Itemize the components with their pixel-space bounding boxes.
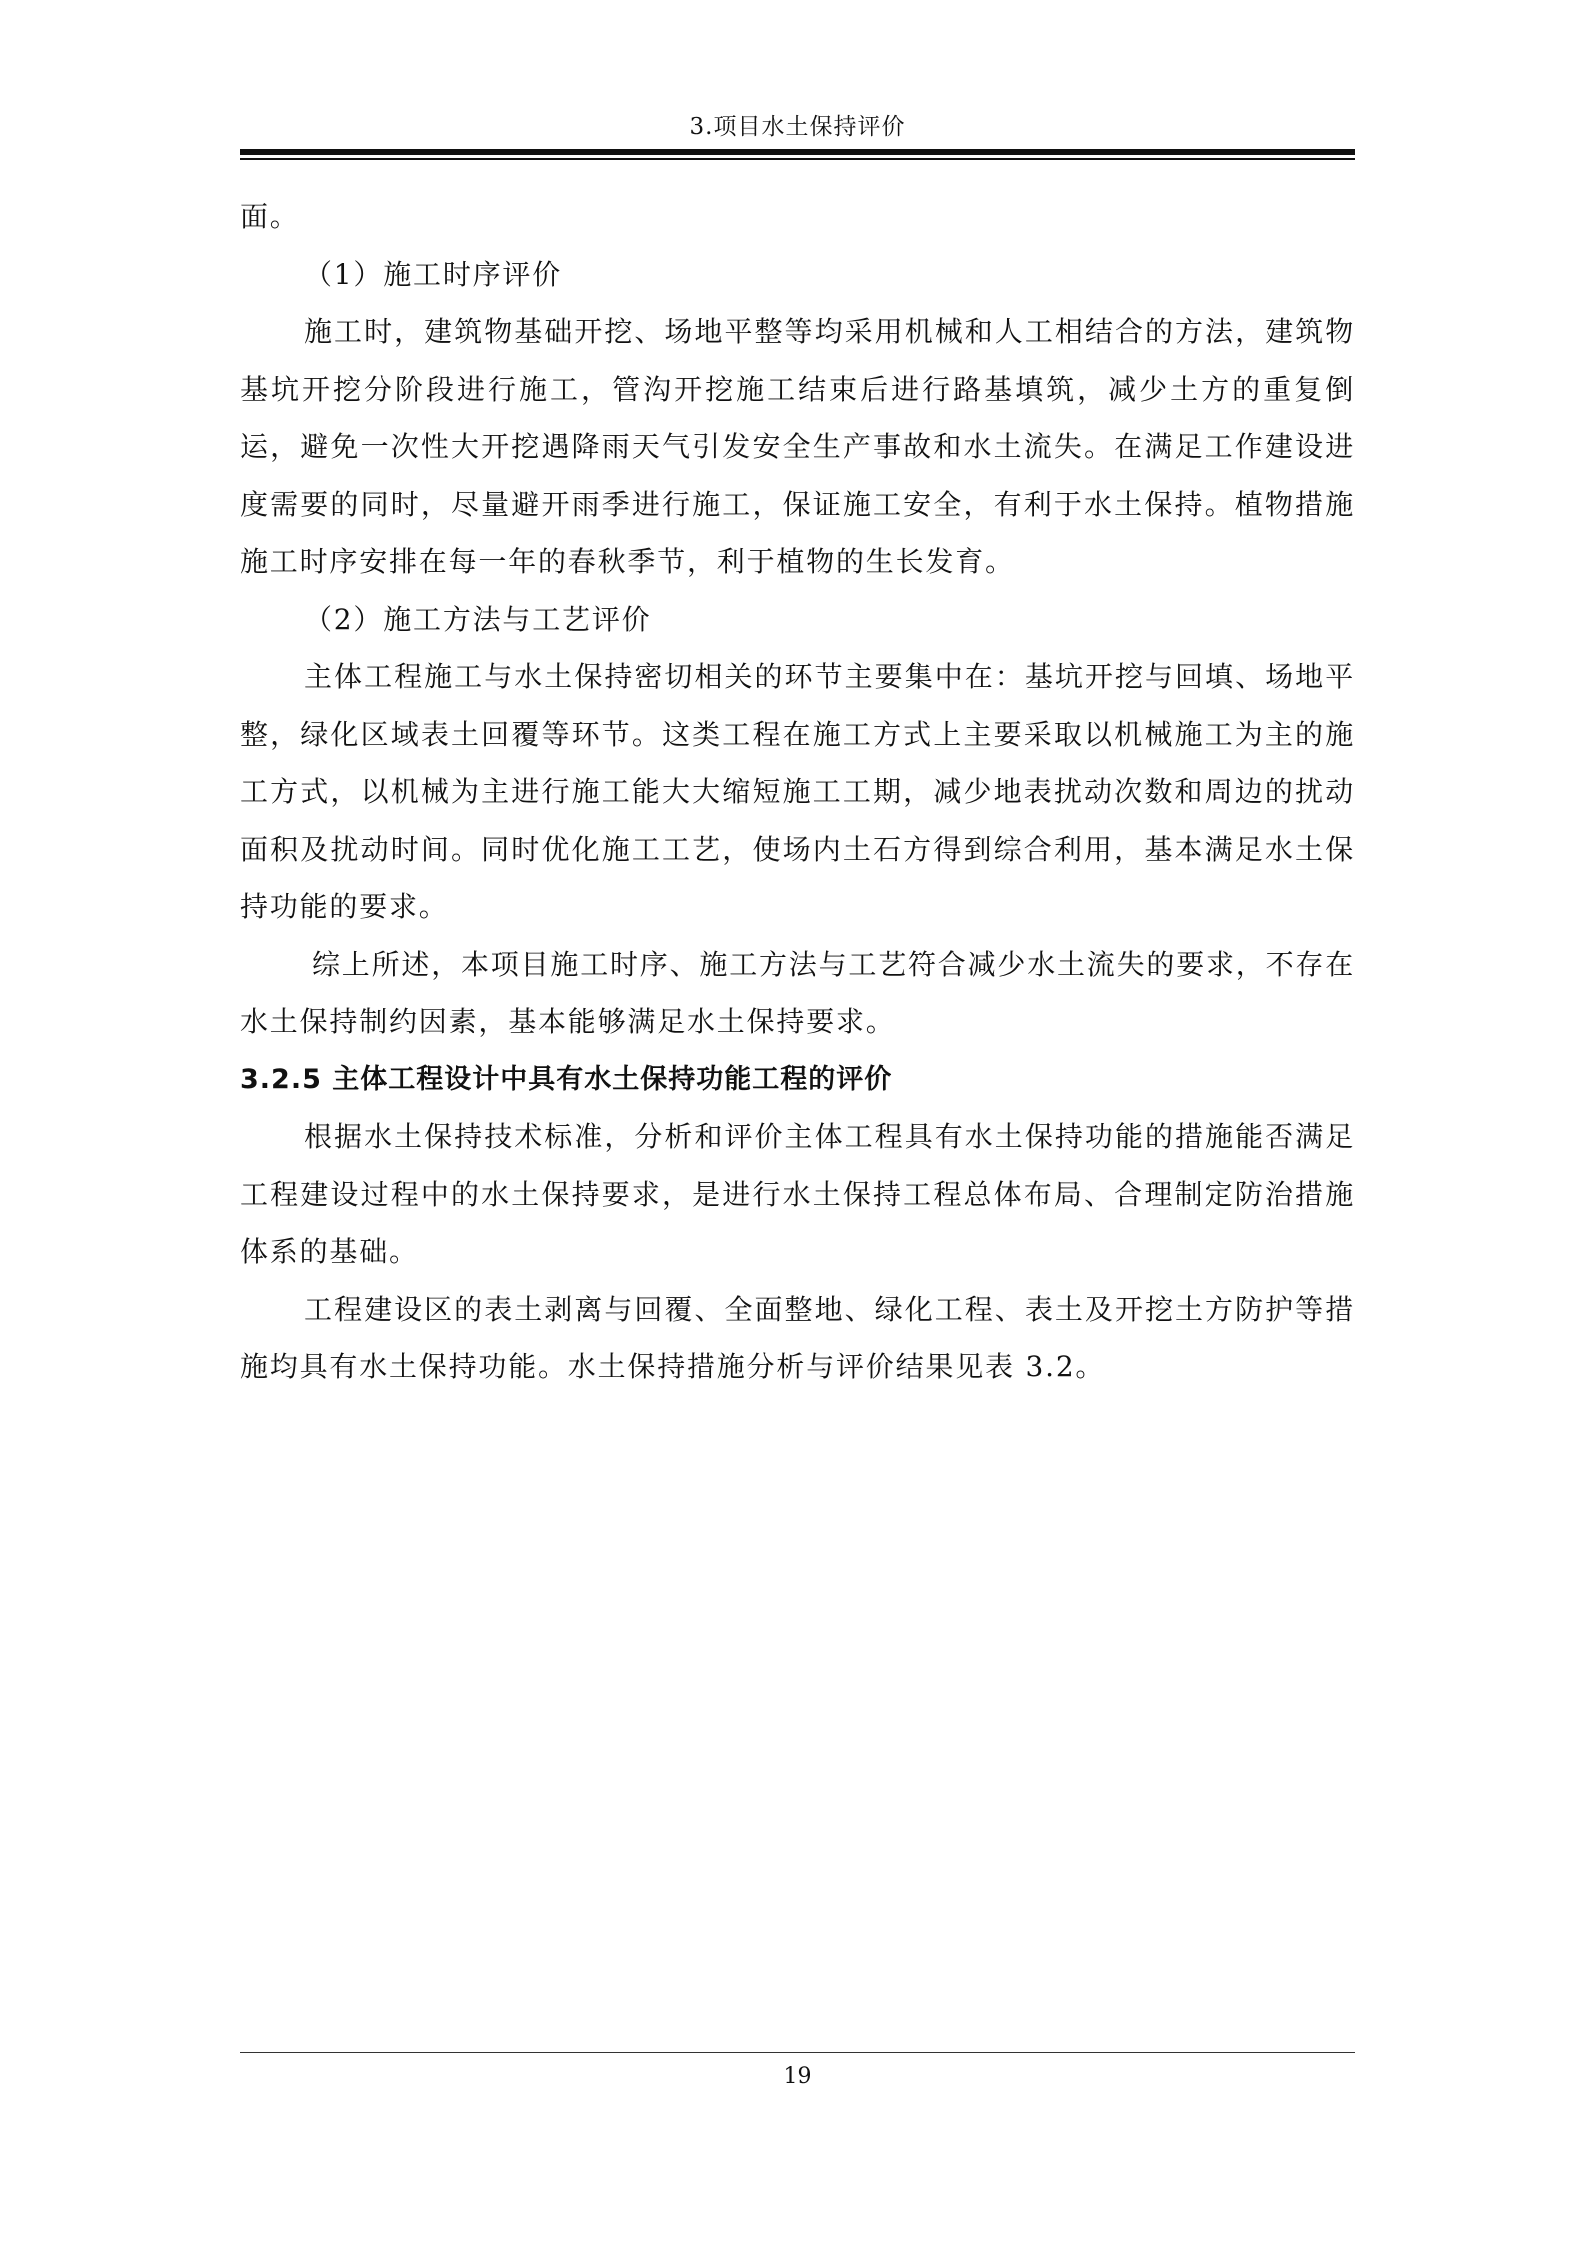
footer-rule <box>240 2052 1355 2053</box>
section-paragraph-1: 根据水土保持技术标准，分析和评价主体工程具有水土保持功能的措施能否满足工程建设过程中的水土保持要求，是进行水土保持工程总体布局、合理制定防治措施体系的基础。 <box>240 1120 1355 1268</box>
subsection-2-paragraph: 主体工程施工与水土保持密切相关的环节主要集中在：基坑开挖与回填、场地平整，绿化区域表土回覆等环节。这类工程在施工方式上主要采取以机械施工为主的施工方式，以机械为主进行施工能大大缩短施工工期，减少地表扰动次数和周边的扰动面积及扰动时间。同时优化施工工艺，使场内土石方得到综合利用，基本满足水土保持功能的要求。 <box>240 660 1355 923</box>
page-number: 19 <box>783 2064 812 2089</box>
running-header-title: 3.项目水土保持评价 <box>689 114 906 140</box>
subsection-1-title: （1）施工时序评价 <box>304 257 563 291</box>
page-body <box>240 188 1355 1396</box>
subsection-1-paragraph: 施工时，建筑物基础开挖、场地平整等均采用机械和人工相结合的方法，建筑物基坑开挖分阶段进行施工，管沟开挖施工结束后进行路基填筑，减少土方的重复倒运，避免一次性大开挖遇降雨天气引发安全生产事故和水土流失。在满足工作建设进度需要的同时，尽量避开雨季进行施工，保证施工安全，有利于水土保持。植物措施施工时序安排在每一年的春秋季节，利于植物的生长发育。 <box>240 315 1355 578</box>
section-paragraph-2: 工程建设区的表土剥离与回覆、全面整地、绿化工程、表土及开挖土方防护等措施均具有水土保持功能。水土保持措施分析与评价结果见表 3.2。 <box>240 1292 1355 1383</box>
subsection-2-title: （2）施工方法与工艺评价 <box>304 602 652 636</box>
header-rule-thick <box>240 149 1355 155</box>
summary-paragraph: 综上所述，本项目施工时序、施工方法与工艺符合减少水土流失的要求，不存在水土保持制约因素，基本能够满足水土保持要求。 <box>240 947 1356 1038</box>
header-rule-thin <box>240 158 1355 160</box>
continued-paragraph: 面。 <box>240 200 300 233</box>
section-heading-3-2-5: 3.2.5 主体工程设计中具有水土保持功能工程的评价 <box>240 1063 893 1095</box>
